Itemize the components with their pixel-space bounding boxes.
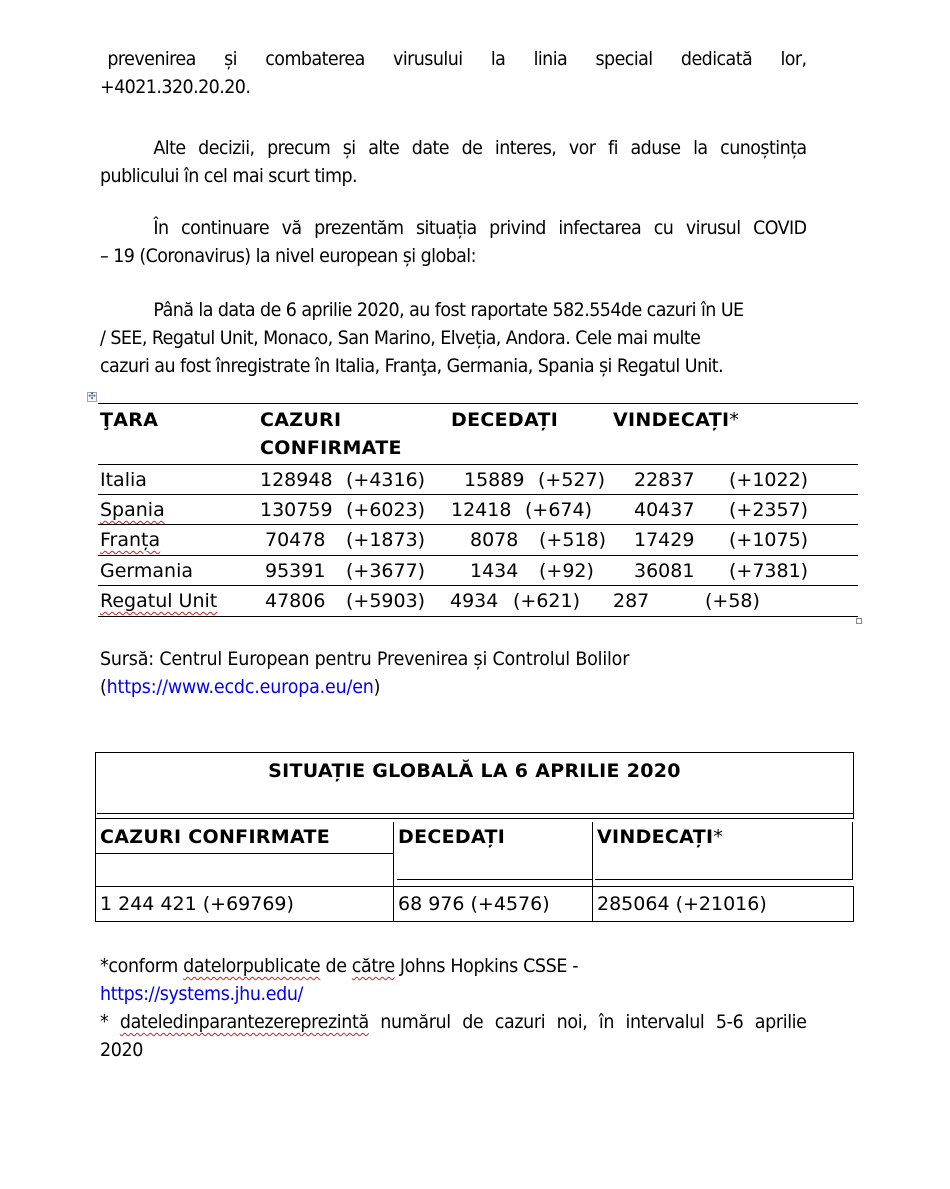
footnote-text: numărul de cazuri noi, în intervalul 5-6 aprilie xyxy=(368,1011,807,1033)
table-border xyxy=(95,853,393,854)
confirmed-value: 130759 xyxy=(260,499,333,521)
confirmed-value: 47806 xyxy=(265,590,326,612)
global-confirmed-value: 1 244 421 (+69769) xyxy=(100,893,294,915)
confirmed-value: 70478 xyxy=(265,529,326,551)
table-border xyxy=(95,886,854,887)
row-divider xyxy=(98,555,858,556)
row-divider xyxy=(98,524,858,525)
global-table-title: SITUAȚIE GLOBALĂ LA 6 APRILIE 2020 xyxy=(268,760,681,782)
country-name: Germania xyxy=(100,560,194,582)
paragraph-line: Alte decizii, precum și alte date de interes, vor fi aduse la cunoștința xyxy=(153,137,807,159)
deaths-new: (+518) xyxy=(539,529,607,551)
table-border xyxy=(393,822,394,922)
table-border xyxy=(98,403,858,404)
paragraph-line: / SEE, Regatul Unit, Monaco, San Marino, Elveția, Andora. Cele mai multe xyxy=(100,327,701,349)
deaths-new: (+674) xyxy=(525,499,593,521)
table-border xyxy=(98,464,613,465)
confirmed-value: 128948 xyxy=(260,469,333,491)
table-border xyxy=(97,813,853,814)
source-link-line xyxy=(100,673,807,701)
table-border xyxy=(852,822,853,880)
global-recovered-value: 285064 (+21016) xyxy=(597,893,767,915)
deaths-value: 1434 xyxy=(470,560,519,582)
table-border xyxy=(853,886,854,922)
country-name: Spania xyxy=(100,499,165,521)
recovered-new: (+1022) xyxy=(729,469,809,491)
paragraph-line: cazuri au fost înregistrate în Italia, Franţa, Germania, Spania și Regatul Unit. xyxy=(100,355,724,377)
paragraph-line: În continuare vă prezentăm situația privind infectarea cu virusul COVID xyxy=(153,217,807,239)
source-note xyxy=(100,645,807,701)
jhu-link[interactable]: https://systems.jhu.edu/ xyxy=(100,983,304,1005)
recovered-value: 40437 xyxy=(634,499,695,521)
footnote-text: * xyxy=(100,1011,120,1033)
recovered-new: (+7381) xyxy=(729,560,809,582)
confirmed-new: (+6023) xyxy=(346,499,426,521)
country-name: Italia xyxy=(100,469,147,491)
footnote-text: datelorpublicate xyxy=(183,955,321,977)
deaths-new: (+92) xyxy=(539,560,594,582)
footnote-text: 2020 xyxy=(100,1039,144,1061)
footnote-source xyxy=(100,952,807,980)
recovered-value: 287 xyxy=(613,590,650,612)
table-border xyxy=(95,921,854,922)
deaths-value: 15889 xyxy=(464,469,525,491)
deaths-value: 4934 xyxy=(450,590,499,612)
global-deaths-value: 68 976 (+4576) xyxy=(398,893,550,915)
country-name: Regatul Unit xyxy=(100,590,218,612)
paragraph-hotline xyxy=(100,45,807,101)
confirmed-new: (+5903) xyxy=(346,590,426,612)
paragraph-line: publicului în cel mai scurt timp. xyxy=(100,165,358,187)
paren: ( xyxy=(100,676,107,698)
footnote-text: dateledinparantezereprezintă xyxy=(119,1011,369,1033)
phone-number: +4021.320.20.20. xyxy=(100,76,251,98)
row-divider xyxy=(98,494,858,495)
header-recovered-label: VINDECAȚI xyxy=(613,409,730,431)
paragraph-decisions xyxy=(100,134,807,190)
table-border xyxy=(592,822,593,922)
footnote-marker: * xyxy=(713,826,723,848)
table-move-handle-icon[interactable]: ✣ xyxy=(88,392,96,402)
confirmed-value: 95391 xyxy=(265,560,326,582)
footnote-text: Johns Hopkins CSSE - xyxy=(394,955,579,977)
deaths-new: (+621) xyxy=(513,590,581,612)
header-recovered xyxy=(597,826,723,848)
header-deaths: DECEDAȚI xyxy=(398,826,506,848)
footnote-text: de xyxy=(320,955,352,977)
footnotes xyxy=(100,952,807,1064)
header-confirmed: CAZURI CONFIRMATE xyxy=(100,826,331,848)
recovered-value: 22837 xyxy=(634,469,695,491)
recovered-new: (+1075) xyxy=(729,529,809,551)
paren: ) xyxy=(373,676,381,698)
header-confirmed: CAZURI xyxy=(260,409,342,431)
confirmed-new: (+3677) xyxy=(346,560,426,582)
header-country: ŢARA xyxy=(100,409,159,431)
table-resize-handle-icon[interactable] xyxy=(856,618,862,624)
country-name: Franța xyxy=(100,529,161,551)
table-border xyxy=(595,879,852,880)
footnote-text: *conform xyxy=(100,955,184,977)
deaths-value: 8078 xyxy=(470,529,519,551)
recovered-new: (+58) xyxy=(705,590,760,612)
deaths-value: 12418 xyxy=(451,499,512,521)
deaths-new: (+527) xyxy=(538,469,606,491)
confirmed-new: (+1873) xyxy=(346,529,426,551)
ecdc-link[interactable]: https://www.ecdc.europa.eu/en xyxy=(106,676,374,698)
row-divider xyxy=(98,585,858,586)
paragraph-eu-summary xyxy=(100,296,807,380)
paragraph-intro-situation xyxy=(100,214,807,270)
source-label: Sursă: Centrul European pentru Prevenirea și Controlul Bolilor xyxy=(100,648,630,670)
header-deaths: DECEDAȚI xyxy=(451,409,559,431)
header-recovered xyxy=(613,409,739,431)
paragraph-line: – 19 (Coronavirus) la nivel european și global: xyxy=(100,245,476,267)
table-border xyxy=(613,464,858,465)
table-border xyxy=(95,819,96,922)
footnote-marker: * xyxy=(729,409,740,431)
header-recovered-label: VINDECAȚI xyxy=(597,826,714,848)
paragraph-line: Până la data de 6 aprilie 2020, au fost raportate 582.554de cazuri în UE xyxy=(153,299,744,321)
recovered-new: (+2357) xyxy=(729,499,809,521)
recovered-value: 17429 xyxy=(634,529,695,551)
header-confirmed-line2: CONFIRMATE xyxy=(260,437,402,459)
table-border xyxy=(397,879,592,880)
footnote-parentheses xyxy=(100,1008,807,1036)
confirmed-new: (+4316) xyxy=(346,469,426,491)
paragraph-line: prevenirea și combaterea virusului la linia special dedicată lor, xyxy=(107,48,807,70)
table-border xyxy=(98,616,858,617)
footnote-text: către xyxy=(351,955,395,977)
recovered-value: 36081 xyxy=(634,560,695,582)
